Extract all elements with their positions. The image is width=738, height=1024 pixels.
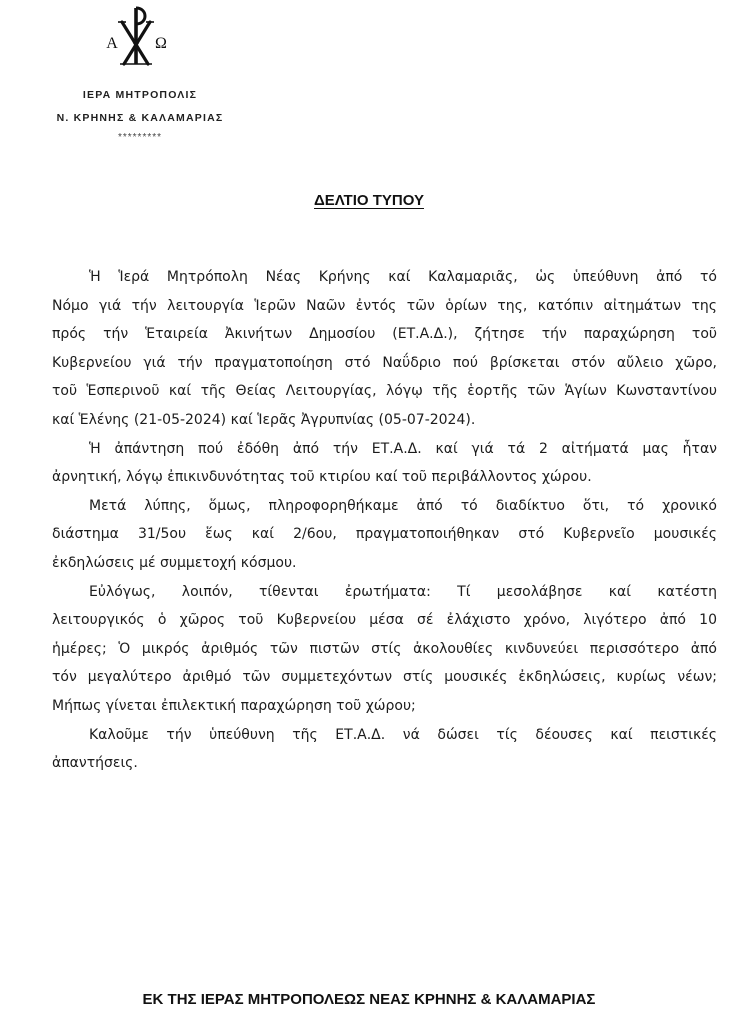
paragraph-line: Ἡ Ἱερά Μητρόπολη Νέας Κρήνης καί Καλαμαριᾶς, ὡς ὑπεύθυνη ἀπό τό: [89, 269, 717, 285]
paragraph-line: καί Ἑλένης (21-05-2024) καί Ἱερᾶς Ἀγρυπνίας (05-07-2024).: [52, 411, 476, 428]
letterhead-separator: *********: [117, 132, 163, 143]
chi-rho-alpha-omega-icon: [104, 4, 168, 66]
paragraph-line: Μήπως γίνεται ἐπιλεκτική παραχώρηση τοῦ χώρου;: [52, 697, 416, 714]
paragraph: [52, 578, 717, 721]
paragraph-line: τοῦ Ἑσπερινοῦ καί τῆς Θείας Λειτουργίας, λόγῳ τῆς ἑορτῆς τῶν Ἁγίων Κωνσταντίνου: [52, 383, 717, 400]
paragraph: [52, 435, 717, 492]
letterhead-org-name: ΙΕΡΑ ΜΗΤΡΟΠΟΛΙΣ: [82, 89, 198, 101]
document-title: ΔΕΛΤΙΟ ΤΥΠΟΥ: [314, 192, 424, 209]
paragraph-line: ἀπαντήσεις.: [52, 755, 138, 772]
paragraph-line: ἐκδηλώσεις μέ συμμετοχή κόσμου.: [52, 554, 297, 571]
paragraph: [52, 263, 717, 435]
paragraph-line: διάστημα 31/5ου ἕως καί 2/6ου, πραγματοποιήθηκαν στό Κυβερνεῖο μουσικές: [52, 526, 717, 543]
press-release-body: [52, 263, 717, 778]
signature-line: ΕΚ ΤΗΣ ΙΕΡΑΣ ΜΗΤΡΟΠΟΛΕΩΣ ΝΕΑΣ ΚΡΗΝΗΣ & ΚΑΛΑΜΑΡΙΑΣ: [142, 991, 596, 1008]
paragraph-line: ἡμέρες; Ὁ μικρός ἀριθμός τῶν πιστῶν στίς ἀκολουθίες κινδυνεύει περισσότερο ἀπό: [52, 640, 717, 657]
paragraph-line: Καλοῦμε τήν ὑπεύθυνη τῆς ΕΤ.Α.Δ. νά δώσει τίς δέουσες καί πειστικές: [89, 726, 717, 743]
paragraph-line: Μετά λύπης, ὅμως, πληροφορηθήκαμε ἀπό τό διαδίκτυο ὅτι, τό χρονικό: [89, 497, 717, 514]
alpha-letter: Α: [106, 35, 118, 52]
paragraph-line: τόν μεγαλύτερο ἀριθμό τῶν συμμετεχόντων στίς μουσικές ἐκδηλώσεις, κυρίως νέων;: [52, 669, 717, 686]
paragraph: [52, 492, 717, 578]
paragraph-line: Ἡ ἀπάντηση πού ἐδόθη ἀπό τήν ΕΤ.Α.Δ. καί γιά τά 2 αἰτήματά μας ἦταν: [89, 440, 717, 457]
paragraph-line: Νόμο γιά τήν λειτουργία Ἱερῶν Ναῶν ἐντός τῶν ὁρίων της, κατόπιν αἰτημάτων της: [52, 297, 717, 314]
omega-letter: Ω: [155, 35, 167, 52]
paragraph-line: ἀρνητική, λόγῳ ἐπικινδυνότητας τοῦ κτιρίου καί τοῦ περιβάλλοντος χώρου.: [52, 469, 592, 486]
paragraph-line: Κυβερνείου γιά τήν πραγματοποίηση στό Ναΰδριο πού βρίσκεται στόν αὔλειο χῶρο,: [52, 354, 717, 371]
paragraph-line: πρός τήν Ἑταιρεία Ἀκινήτων Δημοσίου (ΕΤ.Α.Δ.), ζήτησε τήν παραχώρηση τοῦ: [52, 326, 717, 343]
letterhead-org-region: Ν. ΚΡΗΝΗΣ & ΚΑΛΑΜΑΡΙΑΣ: [56, 112, 224, 124]
paragraph-line: λειτουργικός ὁ χῶρος τοῦ Κυβερνείου μέσα σέ ἐλάχιστο χρόνο, λιγότερο ἀπό 10: [52, 612, 717, 629]
paragraph-line: Εὐλόγως, λοιπόν, τίθενται ἐρωτήματα: Τί μεσολάβησε καί κατέστη: [89, 583, 717, 600]
paragraph: [52, 721, 717, 778]
